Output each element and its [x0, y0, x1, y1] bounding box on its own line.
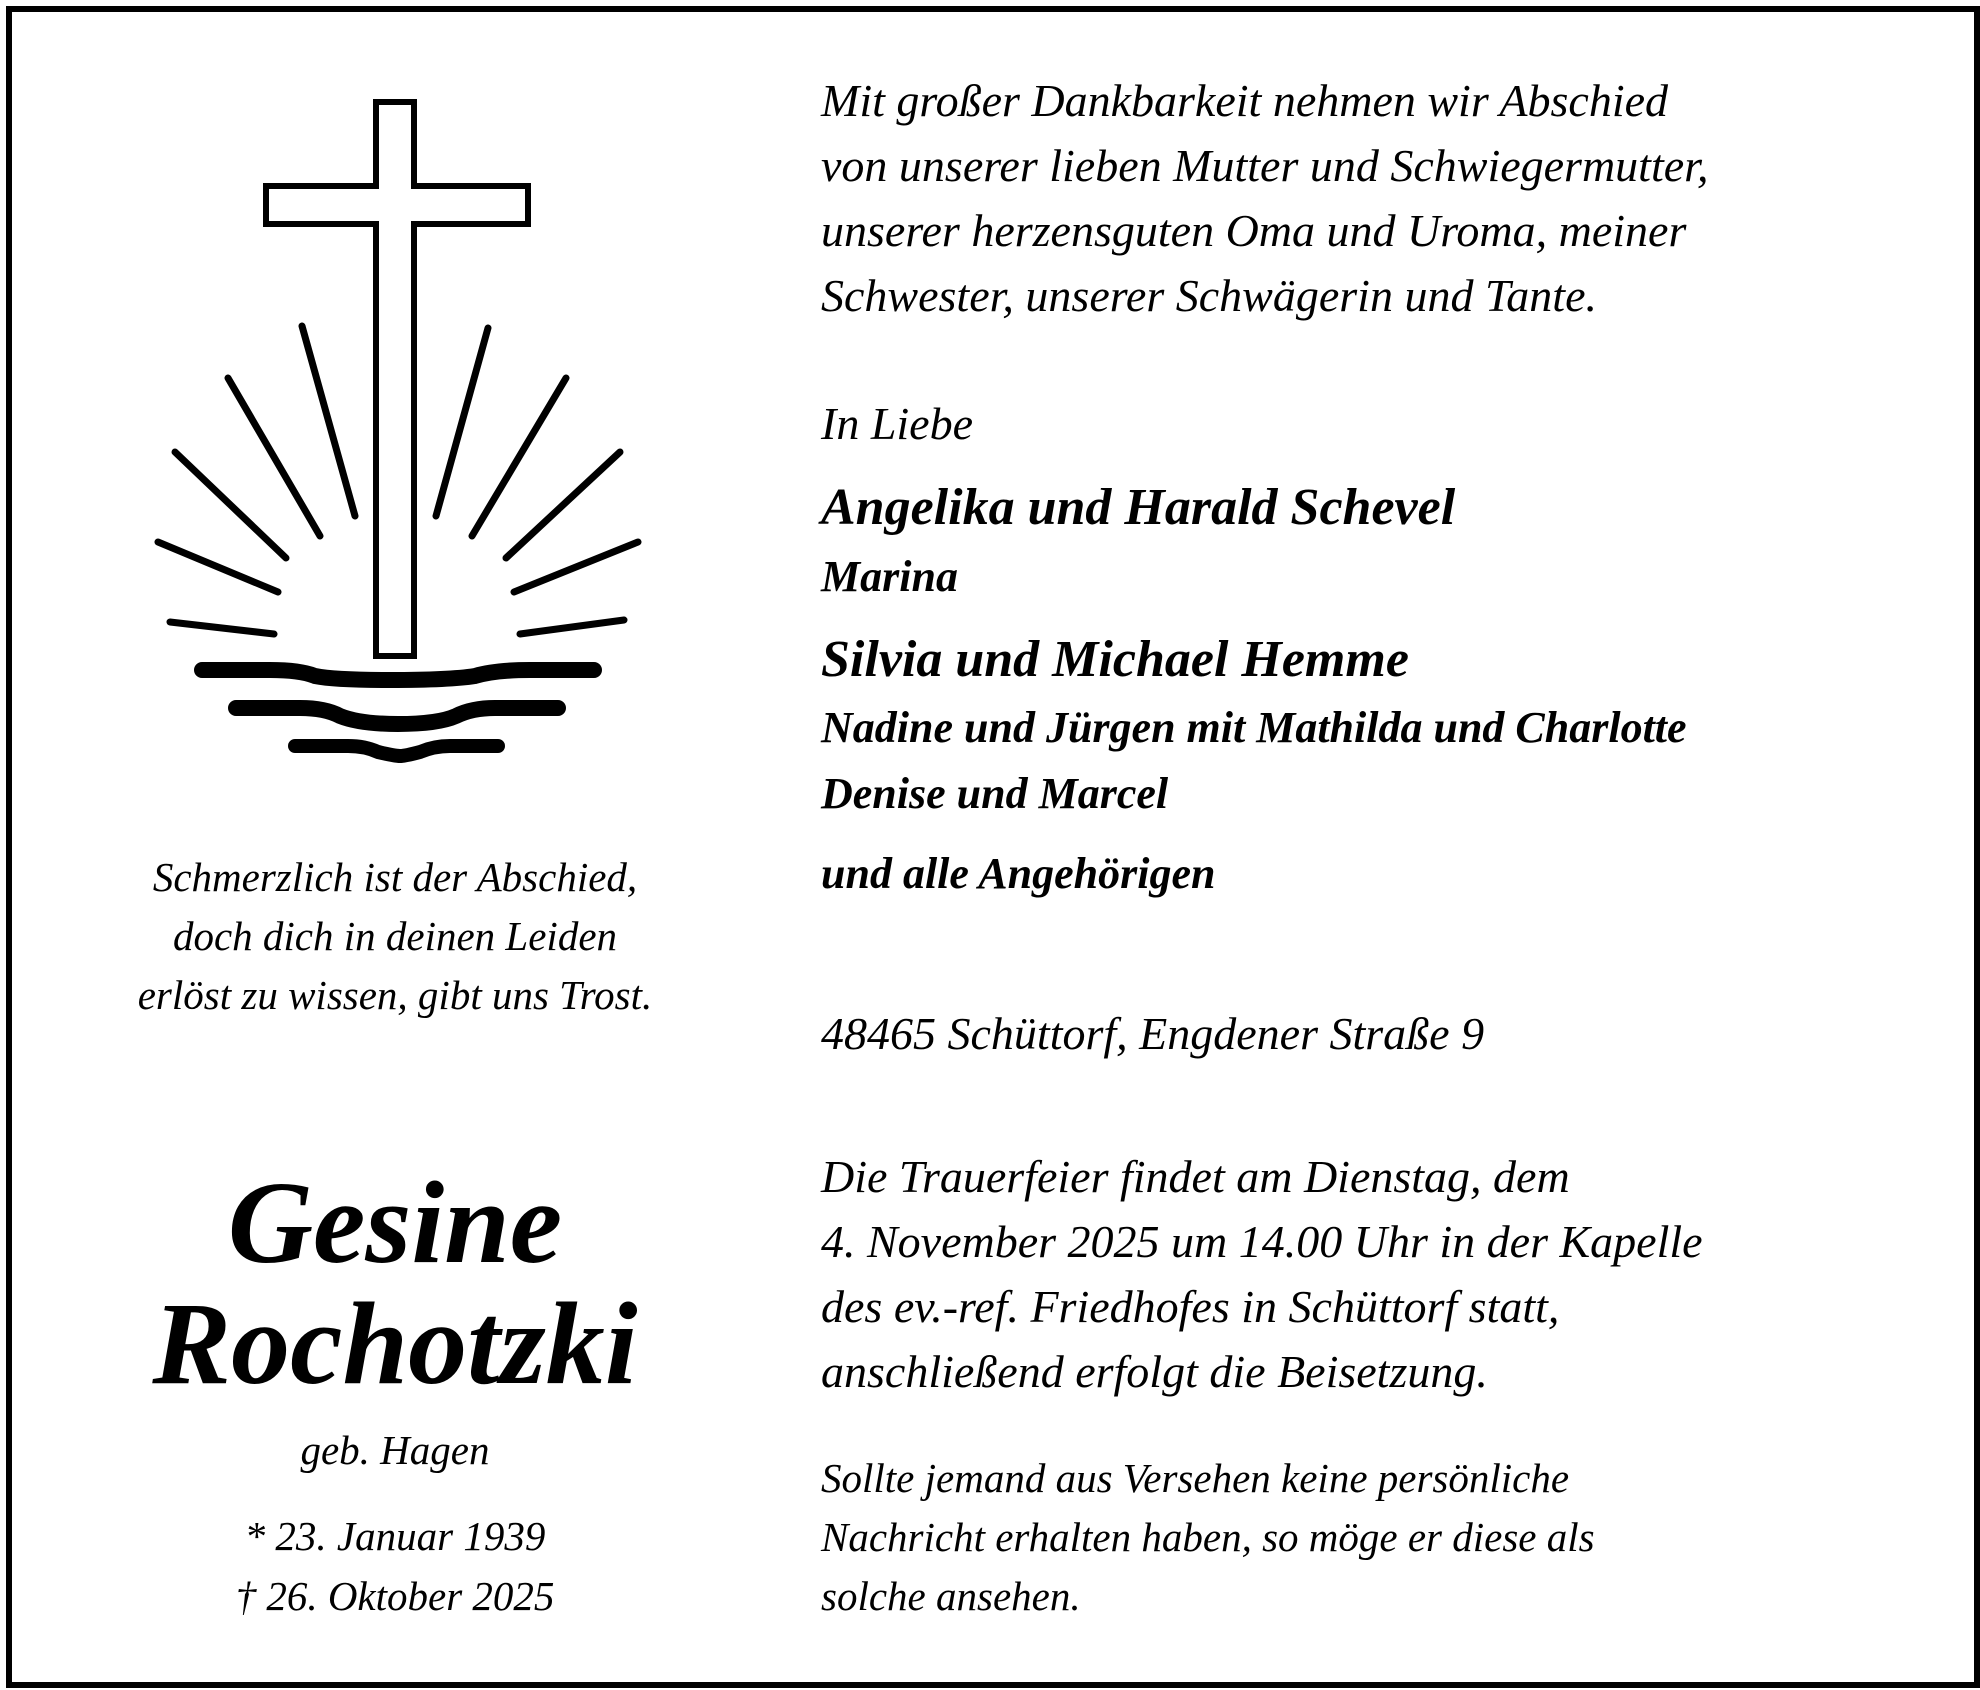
birth-name: geb. Hagen: [300, 1427, 490, 1473]
intro-line: unserer herzensguten Oma und Uroma, meiner: [821, 205, 1687, 256]
cross-icon: [266, 102, 528, 656]
birth-date: * 23. Januar 1939: [244, 1513, 546, 1559]
family-2-sub: Denise und Marcel: [821, 769, 1169, 818]
note-line: Sollte jemand aus Versehen keine persönliche: [821, 1455, 1570, 1501]
intro-line: von unserer lieben Mutter und Schwiegermutter,: [821, 140, 1709, 191]
death-date: † 26. Oktober 2025: [235, 1573, 555, 1619]
poem-line: doch dich in deinen Leiden: [172, 913, 618, 959]
ceremony-line: anschließend erfolgt die Beisetzung.: [821, 1346, 1488, 1397]
intro-line: Mit großer Dankbarkeit nehmen wir Abschied: [821, 75, 1669, 126]
note-line: solche ansehen.: [821, 1573, 1081, 1619]
relatives-line: und alle Angehörigen: [821, 849, 1216, 898]
cross-with-rays-and-waves-icon: [150, 96, 650, 766]
intro-line: Schwester, unserer Schwägerin und Tante.: [821, 270, 1598, 321]
in-love-label: In Liebe: [821, 398, 974, 449]
ceremony-line: Die Trauerfeier findet am Dienstag, dem: [821, 1151, 1570, 1202]
family-2-name: Silvia und Michael Hemme: [821, 631, 1409, 688]
deceased-first-name: Gesine: [227, 1157, 563, 1288]
deceased-last-name: Rochotzki: [152, 1278, 638, 1409]
poem: [60, 848, 730, 1025]
note-line: Nachricht erhalten haben, so möge er diese als: [821, 1514, 1595, 1560]
family-1-sub: Marina: [821, 552, 958, 601]
poem-line: erlöst zu wissen, gibt uns Trost.: [137, 972, 653, 1018]
ceremony-line: 4. November 2025 um 14.00 Uhr in der Kapelle: [821, 1216, 1703, 1267]
ceremony-line: des ev.-ref. Friedhofes in Schüttorf statt,: [821, 1281, 1560, 1332]
poem-line: Schmerzlich ist der Abschied,: [152, 854, 638, 900]
family-2-sub: Nadine und Jürgen mit Mathilda und Charlotte: [821, 703, 1687, 752]
family-1-name: Angelika und Harald Schevel: [821, 479, 1456, 536]
address: 48465 Schüttorf, Engdener Straße 9: [821, 1008, 1485, 1059]
